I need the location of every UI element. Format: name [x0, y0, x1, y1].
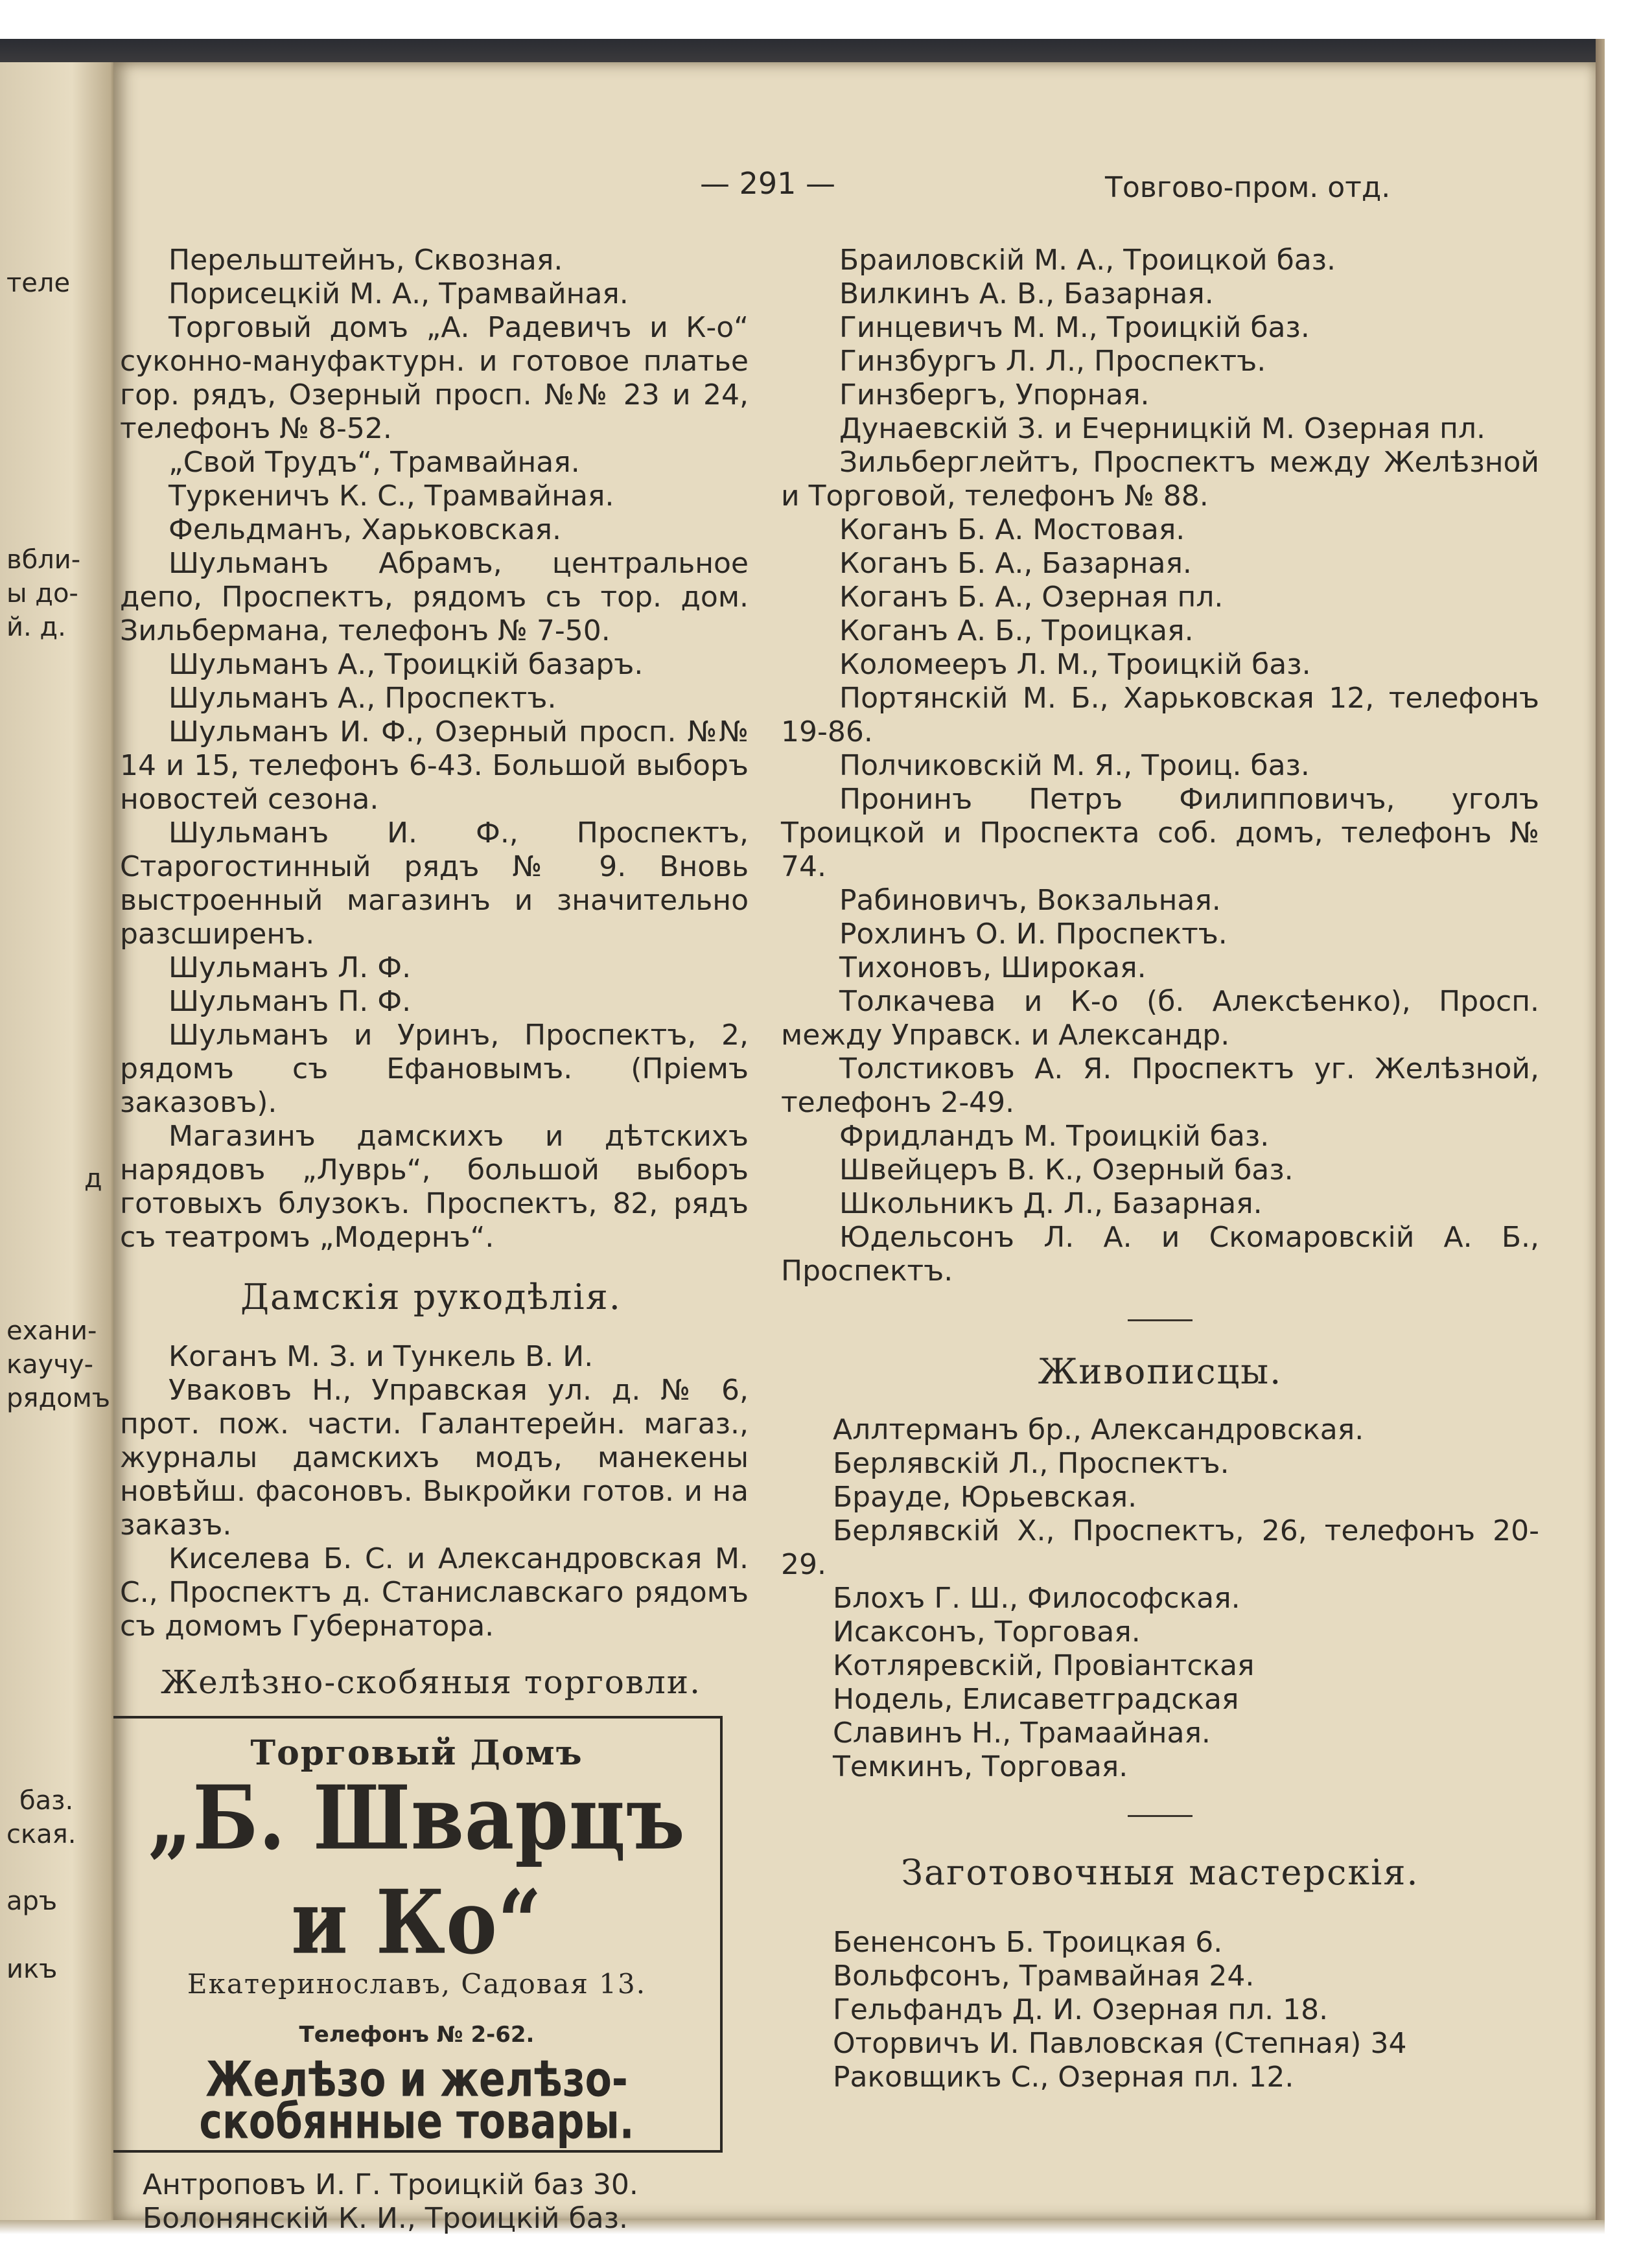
- page-edge: [1596, 39, 1605, 2220]
- fragment-text: баз.: [19, 1786, 74, 1816]
- directory-entry: Болонянскій К. И., Троицкій баз.: [143, 2202, 628, 2235]
- fragment-text: д: [84, 1164, 102, 1194]
- fragment-text: ы до-: [6, 579, 78, 608]
- fragment-text: й. д.: [6, 612, 66, 642]
- directory-entry: Тихоновъ, Широкая.: [839, 951, 1146, 984]
- directory-entry: Толкачева и К-о (б. Алексѣенко), Просп. между Управск. и Александр.: [781, 985, 1539, 1052]
- running-title: Товгово-пром. отд.: [1105, 171, 1391, 204]
- directory-entry: Портянскій М. Б., Харьковская 12, телефонъ 19-86.: [781, 682, 1539, 748]
- directory-entry: Исаксонъ, Торговая.: [833, 1615, 1141, 1649]
- directory-entry: Шульманъ Абрамъ, центральное депо, Проспектъ, рядомъ съ тор. дом. Зильбермана, телефонъ № 7-50.: [120, 547, 749, 647]
- directory-entry: Котляревскій, Провіантская: [833, 1649, 1255, 1682]
- directory-entry: Рохлинъ О. И. Проспектъ.: [839, 918, 1228, 951]
- directory-entry: Брауде, Юрьевская.: [833, 1481, 1137, 1514]
- previous-page-fragments: [0, 62, 117, 2220]
- directory-entry: Школьникъ Д. Л., Базарная.: [839, 1187, 1263, 1220]
- directory-entry: Бененсонъ Б. Троицкая 6.: [833, 1926, 1223, 1959]
- directory-entry: Шульманъ П. Ф.: [169, 985, 412, 1018]
- directory-entry: Перельштейнъ, Сквозная.: [169, 244, 563, 277]
- directory-entry: Гинзбургъ Л. Л., Проспектъ.: [839, 345, 1266, 378]
- section-entries: [781, 1413, 1539, 1784]
- directory-entry: Шульманъ А., Проспектъ.: [169, 682, 557, 715]
- directory-entry: Торговый домъ „А. Радевичъ и К-о“ суконно-мануфактурн. и готовое платье гор. рядъ, Озерный просп. №№ 23 и 24, телефонъ № 8-52.: [120, 311, 749, 445]
- left-entries-top: [113, 244, 749, 311]
- section-divider: [1128, 1815, 1193, 1817]
- directory-entry: Браиловскій М. А., Троицкой баз.: [839, 244, 1336, 277]
- ad-title: Торговый Домъ: [250, 1733, 583, 1773]
- directory-entry: Шульманъ И. Ф., Озерный просп. №№ 14 и 15, телефонъ 6-43. Большой выборъ новостей сезона.: [120, 715, 749, 816]
- right-column: [781, 244, 1539, 2094]
- directory-entry: Берлявскій Л., Проспектъ.: [833, 1447, 1229, 1480]
- directory-entry: „Свой Трудъ“, Трамвайная.: [169, 446, 580, 479]
- section-title: Желѣзно-скобяныя торговли.: [160, 1663, 702, 1701]
- directory-entry: Фридландъ М. Троицкій баз.: [839, 1120, 1270, 1153]
- ad-goods: Желѣзо и желѣзо-скобянные товары.: [199, 2051, 634, 2151]
- directory-entry: Коганъ А. Б., Троицкая.: [839, 614, 1194, 647]
- directory-entry: Зильберглейтъ, Проспектъ между Желѣзной и Торговой, телефонъ № 88.: [781, 446, 1539, 513]
- directory-entry: Шульманъ и Уринъ, Проспектъ, 2, рядомъ съ Ефановымъ. (Пріемъ заказовъ).: [120, 1019, 749, 1119]
- directory-entry: Шульманъ Л. Ф.: [169, 951, 412, 984]
- directory-entry: Гельфандъ Д. И. Озерная пл. 18.: [833, 1993, 1329, 2026]
- right-entries-top: [781, 244, 1539, 1288]
- section-entries: [781, 1926, 1539, 2094]
- directory-entry: Коганъ Б. А., Базарная.: [839, 547, 1192, 580]
- page-number: — 291 —: [700, 166, 836, 201]
- section-entries: [113, 1340, 749, 1643]
- fragment-text: ехани-: [6, 1316, 97, 1346]
- fragment-text: каучу-: [6, 1350, 94, 1380]
- directory-entry: Пронинъ Петръ Филипповичъ, уголъ Троицкой и Проспекта соб. домъ, телефонъ № 74.: [781, 783, 1539, 883]
- ad-company-name: „Б. Шварцъ и Ко“: [148, 1766, 686, 1974]
- fragment-text: икъ: [6, 1954, 58, 1984]
- ad-phone: Телефонъ № 2-62.: [299, 2022, 535, 2048]
- directory-entry: Фельдманъ, Харьковская.: [169, 513, 561, 546]
- advertisement-box: [113, 1716, 723, 2153]
- directory-entry: Нодель, Елисаветградская: [833, 1683, 1239, 1716]
- fragment-text: ская.: [6, 1820, 76, 1849]
- directory-entry: Гинзбергъ, Упорная.: [839, 378, 1150, 411]
- directory-entry: Туркеничъ К. С., Трамвайная.: [169, 480, 614, 513]
- book-binding-strip: [0, 39, 1596, 62]
- directory-entry: Раковщикъ С., Озерная пл. 12.: [833, 2061, 1294, 2094]
- section-divider: [1128, 1319, 1193, 1321]
- fragment-text: аръ: [6, 1886, 58, 1916]
- directory-entry: Полчиковскій М. Я., Троиц. баз.: [839, 749, 1310, 782]
- directory-entry: Киселева Б. С. и Александровская М. С., Проспектъ д. Станиславскаго рядомъ съ домомъ Губернатора.: [120, 1542, 749, 1643]
- left-entries-rest: [113, 311, 749, 1255]
- directory-entry: Швейцеръ В. К., Озерный баз.: [839, 1153, 1294, 1186]
- section-entries: [113, 2168, 749, 2236]
- directory-entry: Порисецкій М. А., Трамвайная.: [169, 277, 629, 310]
- directory-entry: Дунаевскій З. и Ечерницкій М. Озерная пл.: [839, 412, 1486, 445]
- directory-entry: Коганъ М. З. и Тункель В. И.: [169, 1340, 594, 1373]
- directory-entry: Толстиковъ А. Я. Проспектъ уг. Желѣзной, телефонъ 2-49.: [781, 1052, 1539, 1119]
- fragment-text: теле: [6, 268, 71, 298]
- section-title: Живописцы.: [1038, 1351, 1283, 1392]
- directory-entry: Магазинъ дамскихъ и дѣтскихъ нарядовъ „Луврь“, большой выборъ готовыхъ блузокъ. Проспектъ, 82, рядъ съ театромъ „Модернъ“.: [120, 1120, 749, 1254]
- directory-entry: Вилкинъ А. В., Базарная.: [839, 277, 1214, 310]
- directory-entry: Юдельсонъ Л. А. и Скомаровскій А. Б., Проспектъ.: [781, 1221, 1539, 1288]
- ad-address: Екатеринославъ, Садовая 13.: [187, 1968, 647, 2000]
- page-header: [113, 166, 1596, 205]
- section-title: Дамскія рукодѣлія.: [240, 1277, 622, 1317]
- directory-entry: Антроповъ И. Г. Троицкій баз 30.: [143, 2168, 638, 2201]
- directory-entry: Коломееръ Л. М., Троицкій баз.: [839, 648, 1311, 681]
- directory-entry: Славинъ Н., Трамаайная.: [833, 1717, 1211, 1750]
- directory-entry: Рабиновичъ, Вокзальная.: [839, 884, 1221, 917]
- directory-entry: Оторвичъ И. Павловская (Степная) 34: [833, 2027, 1407, 2060]
- book-page: [113, 62, 1596, 2235]
- section-title: Заготовочныя мастерскія.: [901, 1852, 1419, 1893]
- directory-entry: Темкинъ, Торговая.: [833, 1750, 1128, 1783]
- directory-entry: Вольфсонъ, Трамвайная 24.: [833, 1960, 1255, 1993]
- directory-entry: Шульманъ А., Троицкій базаръ.: [169, 648, 644, 681]
- fragment-text: рядомъ: [6, 1383, 111, 1413]
- directory-entry: Берлявскій Х., Проспектъ, 26, телефонъ 20-29.: [781, 1514, 1539, 1581]
- directory-entry: Аллтерманъ бр., Александровская.: [833, 1413, 1364, 1446]
- previous-page-edge: [0, 62, 120, 2220]
- directory-entry: Шульманъ И. Ф., Проспектъ, Старогостинный рядъ № 9. Вновь выстроенный магазинъ и значительно разсширенъ.: [120, 816, 749, 951]
- directory-entry: Уваковъ Н., Управская ул. д. № 6, прот. пож. части. Галантерейн. магаз., журналы дамскихъ модъ, манекены новѣйш. фасоновъ. Выкройки готов. и на заказъ.: [120, 1374, 749, 1542]
- directory-entry: Коганъ Б. А. Мостовая.: [839, 513, 1185, 546]
- directory-entry: Гинцевичъ М. М., Троицкій баз.: [839, 311, 1310, 344]
- left-column: [113, 244, 749, 2236]
- fragment-text: вбли-: [6, 545, 81, 575]
- directory-entry: Коганъ Б. А., Озерная пл.: [839, 581, 1224, 614]
- directory-entry: Блохъ Г. Ш., Философская.: [833, 1582, 1240, 1615]
